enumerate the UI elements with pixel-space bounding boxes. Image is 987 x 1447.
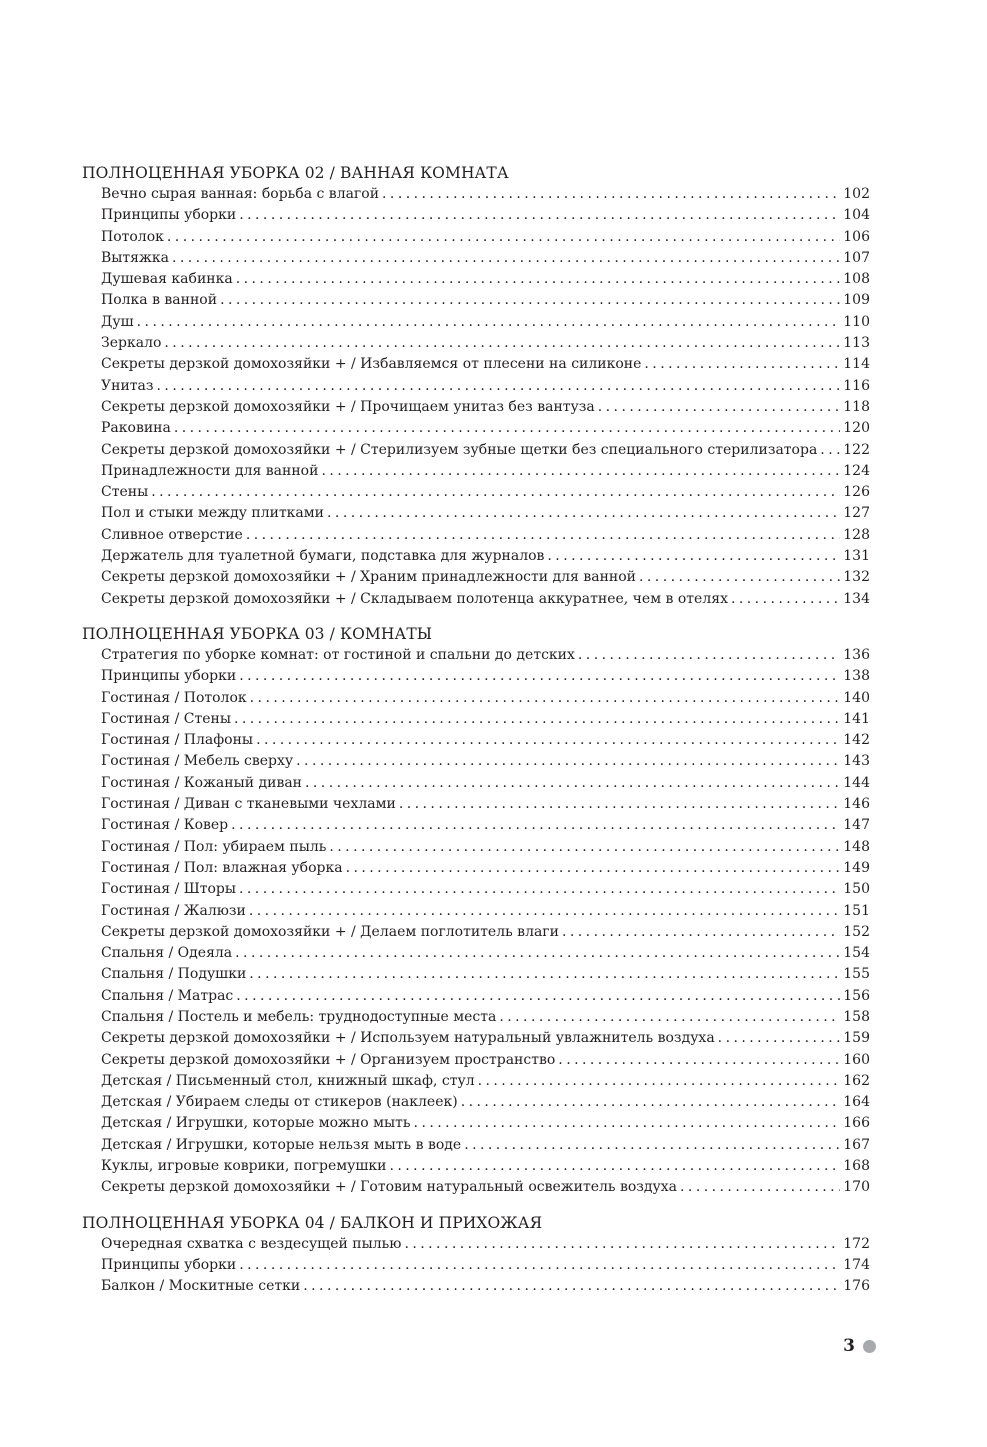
toc-entry (82, 184, 870, 205)
toc-entry-title: Секреты дерзкой домохозяйки + / Избавляемся от плесени на силиконе (101, 356, 642, 373)
toc-entry (82, 666, 870, 687)
toc-entry (82, 773, 870, 794)
toc-entry-page: 166 (843, 1115, 870, 1132)
dot-leader (174, 418, 840, 439)
toc-entry-title: Детская / Убираем следы от стикеров (наклеек) (101, 1094, 458, 1111)
dot-leader (236, 986, 840, 1007)
dot-leader (239, 666, 840, 687)
dot-leader (680, 1177, 840, 1198)
toc-entry-page: 155 (843, 966, 870, 983)
toc-entry-title: Гостиная / Кожаный диван (101, 774, 302, 791)
toc-entry-page: 144 (843, 774, 870, 791)
toc-entry (82, 751, 870, 772)
dot-leader (303, 1276, 840, 1297)
toc-entry-title: Гостиная / Потолок (101, 689, 247, 706)
toc-entry (82, 922, 870, 943)
toc-entry-title: Гостиная / Ковер (101, 817, 229, 834)
toc-entry-title: Раковина (101, 420, 171, 437)
toc-entry (82, 645, 870, 666)
toc-entry (82, 1092, 870, 1113)
section-title: ПОЛНОЦЕННАЯ УБОРКА 03 / КОМНАТЫ (82, 624, 433, 643)
toc-entry-page: 102 (843, 186, 870, 202)
toc-entry-title: Пол и стыки между плитками (101, 505, 325, 522)
toc-entry-page: 120 (843, 420, 870, 437)
dot-leader (231, 815, 840, 836)
toc-entry-page: 124 (843, 462, 870, 479)
toc-entry (82, 227, 870, 248)
toc-entry-page: 110 (843, 313, 870, 330)
toc-entry-page: 104 (843, 207, 870, 224)
toc-entry (82, 376, 870, 397)
dot-leader (234, 709, 840, 730)
toc-entry-page: 160 (843, 1051, 870, 1068)
toc-entry-title: Балкон / Москитные сетки (101, 1278, 301, 1295)
toc-entry-title: Куклы, игровые коврики, погремушки (101, 1158, 387, 1175)
dot-leader (346, 858, 841, 879)
dot-leader (562, 922, 840, 943)
section-title: ПОЛНОЦЕННАЯ УБОРКА 02 / ВАННАЯ КОМНАТА (82, 164, 509, 182)
dot-leader (578, 645, 840, 666)
toc-entry (82, 1135, 870, 1156)
toc-entry (82, 482, 870, 503)
dot-leader (220, 290, 840, 311)
toc-entry-page: 151 (843, 902, 870, 919)
toc-entry-page: 138 (843, 668, 870, 685)
toc-entry-title: Потолок (101, 228, 164, 245)
dot-leader (236, 269, 841, 290)
toc-entry-page: 109 (843, 292, 870, 309)
toc-entry (82, 248, 870, 269)
toc-entry-title: Гостиная / Пол: убираем пыль (101, 838, 327, 855)
toc-entry-list (82, 1234, 870, 1298)
dot-leader (151, 482, 840, 503)
toc-entry-page: 164 (843, 1094, 870, 1111)
toc-entry-page: 154 (843, 945, 870, 962)
dot-leader (718, 1028, 841, 1049)
toc-entry-page: 146 (843, 796, 870, 813)
toc-entry (82, 525, 870, 546)
toc-entry (82, 943, 870, 964)
toc-entry-page: 107 (843, 249, 870, 266)
toc-entry-page: 106 (843, 228, 870, 245)
dot-leader (239, 205, 840, 226)
toc-entry (82, 440, 870, 461)
toc-entry (82, 1276, 870, 1297)
page-folio (843, 1336, 876, 1356)
toc-entry-title: Стены (101, 484, 149, 501)
toc-entry-page: 142 (843, 732, 870, 749)
toc-entry-title: Спальня / Подушки (101, 966, 247, 983)
toc-entry (82, 546, 870, 567)
toc-entry-page: 159 (843, 1030, 870, 1047)
toc-entry-page: 122 (843, 441, 870, 458)
toc-entry-title: Секреты дерзкой домохозяйки + / Готовим натуральный освежитель воздуха (101, 1179, 678, 1196)
toc-entry-page: 170 (843, 1179, 870, 1196)
toc-entry-page: 152 (843, 923, 870, 940)
toc-entry-title: Стратегия по уборке комнат: от гостиной и спальни до детских (101, 646, 575, 663)
dot-leader (478, 1071, 841, 1092)
toc-section (82, 1213, 870, 1298)
toc-entry-title: Держатель для туалетной бумаги, подставка для журналов (101, 548, 545, 565)
toc-entry-title: Спальня / Матрас (101, 987, 234, 1004)
toc-entry-title: Спальня / Одеяла (101, 945, 233, 962)
toc-entry (82, 858, 870, 879)
dot-leader (404, 1234, 840, 1255)
table-of-contents (82, 163, 870, 1298)
toc-entry-page: 156 (843, 987, 870, 1004)
dot-leader (250, 688, 841, 709)
toc-section (82, 624, 870, 1199)
toc-entry-title: Унитаз (101, 377, 154, 394)
toc-entry-page: 172 (843, 1235, 870, 1252)
dot-leader (137, 312, 841, 333)
dot-leader (164, 333, 840, 354)
toc-entry (82, 688, 870, 709)
toc-entry-title: Полка в ванной (101, 292, 218, 309)
toc-section (82, 163, 870, 610)
toc-entry-page: 174 (843, 1256, 870, 1273)
dot-leader (256, 730, 840, 751)
toc-entry-title: Очередная схватка с вездесущей пылью (101, 1235, 402, 1252)
toc-entry-page: 140 (843, 689, 870, 706)
toc-entry-title: Вытяжка (101, 249, 169, 266)
dot-leader (321, 461, 840, 482)
toc-entry-page: 158 (843, 1008, 870, 1025)
dot-leader (598, 397, 841, 418)
dot-leader (547, 546, 840, 567)
toc-entry (82, 986, 870, 1007)
toc-entry-title: Принципы уборки (101, 1256, 237, 1273)
toc-entry-page: 162 (843, 1072, 870, 1089)
toc-entry-title: Принципы уборки (101, 668, 237, 685)
toc-entry-title: Секреты дерзкой домохозяйки + / Храним принадлежности для ванной (101, 569, 636, 586)
toc-entry-page: 108 (843, 271, 870, 288)
toc-entry (82, 333, 870, 354)
toc-entry-title: Детская / Игрушки, которые можно мыть (101, 1115, 411, 1132)
toc-entry-page: 141 (843, 710, 870, 727)
toc-entry (82, 312, 870, 333)
toc-entry (82, 1050, 870, 1071)
toc-entry-page: 126 (843, 484, 870, 501)
dot-leader (246, 525, 840, 546)
toc-entry (82, 1071, 870, 1092)
toc-entry-page: 148 (843, 838, 870, 855)
toc-entry (82, 397, 870, 418)
toc-entry (82, 567, 870, 588)
toc-entry-page: 143 (843, 753, 870, 770)
toc-entry-title: Принадлежности для ванной (101, 462, 319, 479)
dot-leader (499, 1007, 840, 1028)
toc-entry-page: 167 (843, 1136, 870, 1153)
toc-entry-title: Гостиная / Мебель сверху (101, 753, 294, 770)
dot-leader (172, 248, 840, 269)
dot-leader (414, 1113, 841, 1134)
toc-entry-page: 176 (843, 1278, 870, 1295)
toc-entry (82, 503, 870, 524)
toc-entry-page: 132 (843, 569, 870, 586)
toc-entry-title: Детская / Игрушки, которые нельзя мыть в воде (101, 1136, 462, 1153)
toc-entry (82, 589, 870, 610)
toc-entry-title: Гостиная / Плафоны (101, 732, 254, 749)
dot-leader (644, 354, 840, 375)
toc-entry-title: Душевая кабинка (101, 271, 233, 288)
dot-leader (249, 901, 840, 922)
toc-entry-page: 114 (843, 356, 870, 373)
toc-entry (82, 794, 870, 815)
toc-entry (82, 1028, 870, 1049)
toc-entry-page: 150 (843, 881, 870, 898)
dot-leader (558, 1050, 840, 1071)
dot-leader (820, 440, 840, 461)
dot-leader (239, 879, 840, 900)
toc-entry-title: Гостиная / Пол: влажная уборка (101, 859, 343, 876)
dot-leader (731, 589, 840, 610)
dot-leader (305, 773, 840, 794)
toc-entry-page: 147 (843, 817, 870, 834)
toc-entry-title: Секреты дерзкой домохозяйки + / Складываем полотенца аккуратнее, чем в отелях (101, 590, 728, 607)
toc-entry-title: Секреты дерзкой домохозяйки + / Прочищаем унитаз без вантуза (101, 398, 595, 415)
toc-entry-title: Секреты дерзкой домохозяйки + / Используем натуральный увлажнитель воздуха (101, 1030, 715, 1047)
toc-entry-title: Спальня / Постель и мебель: труднодоступные места (101, 1008, 497, 1025)
toc-entry (82, 1156, 870, 1177)
toc-entry-title: Секреты дерзкой домохозяйки + / Делаем поглотитель влаги (101, 923, 559, 940)
toc-entry (82, 815, 870, 836)
dot-leader (461, 1092, 841, 1113)
toc-entry (82, 964, 870, 985)
toc-entry (82, 730, 870, 751)
toc-entry (82, 709, 870, 730)
toc-entry-page: 118 (843, 398, 870, 415)
toc-entry-title: Гостиная / Жалюзи (101, 902, 246, 919)
toc-entry-title: Детская / Письменный стол, книжный шкаф, стул (101, 1072, 475, 1089)
toc-entry-title: Гостиная / Стены (101, 710, 231, 727)
toc-entry (82, 879, 870, 900)
dot-leader (167, 227, 840, 248)
page-number: 3 (843, 1336, 855, 1356)
toc-entry-title: Принципы уборки (101, 207, 237, 224)
toc-entry (82, 1113, 870, 1134)
toc-entry-page: 136 (843, 646, 870, 663)
toc-entry-list (82, 184, 870, 610)
dot-leader (296, 751, 840, 772)
toc-entry-title: Вечно сырая ванная: борьба с влагой (101, 186, 380, 202)
dot-leader (389, 1156, 840, 1177)
toc-entry (82, 901, 870, 922)
bullet-dot-icon (863, 1340, 876, 1353)
toc-entry-page: 134 (843, 590, 870, 607)
toc-entry-page: 113 (843, 335, 870, 352)
toc-entry (82, 461, 870, 482)
toc-entry-page: 149 (843, 859, 870, 876)
toc-entry-title: Секреты дерзкой домохозяйки + / Стерилизуем зубные щетки без специального стерилизатора (101, 441, 818, 458)
toc-entry (82, 418, 870, 439)
toc-entry-title: Гостиная / Диван с тканевыми чехлами (101, 796, 396, 813)
toc-entry (82, 1177, 870, 1198)
toc-entry-list (82, 645, 870, 1199)
dot-leader (329, 837, 840, 858)
section-title: ПОЛНОЦЕННАЯ УБОРКА 04 / БАЛКОН И ПРИХОЖАЯ (82, 1213, 543, 1232)
toc-entry-title: Секреты дерзкой домохозяйки + / Организуем пространство (101, 1051, 556, 1068)
toc-entry (82, 205, 870, 226)
toc-entry-page: 128 (843, 526, 870, 543)
toc-entry (82, 269, 870, 290)
dot-leader (249, 964, 840, 985)
toc-entry-page: 116 (843, 377, 870, 394)
toc-entry (82, 837, 870, 858)
dot-leader (327, 503, 840, 524)
dot-leader (464, 1135, 840, 1156)
toc-entry-title: Сливное отверстие (101, 526, 243, 543)
dot-leader (382, 184, 840, 205)
dot-leader (235, 943, 840, 964)
toc-entry-title: Душ (101, 313, 134, 330)
dot-leader (157, 376, 841, 397)
toc-entry-page: 131 (843, 548, 870, 565)
toc-entry (82, 354, 870, 375)
toc-entry (82, 1007, 870, 1028)
toc-entry (82, 290, 870, 311)
toc-entry-page: 127 (843, 505, 870, 522)
toc-entry-title: Зеркало (101, 335, 162, 352)
toc-entry-title: Гостиная / Шторы (101, 881, 236, 898)
toc-entry (82, 1234, 870, 1255)
dot-leader (639, 567, 840, 588)
toc-entry (82, 1255, 870, 1276)
dot-leader (239, 1255, 840, 1276)
toc-entry-page: 168 (843, 1158, 870, 1175)
dot-leader (399, 794, 840, 815)
